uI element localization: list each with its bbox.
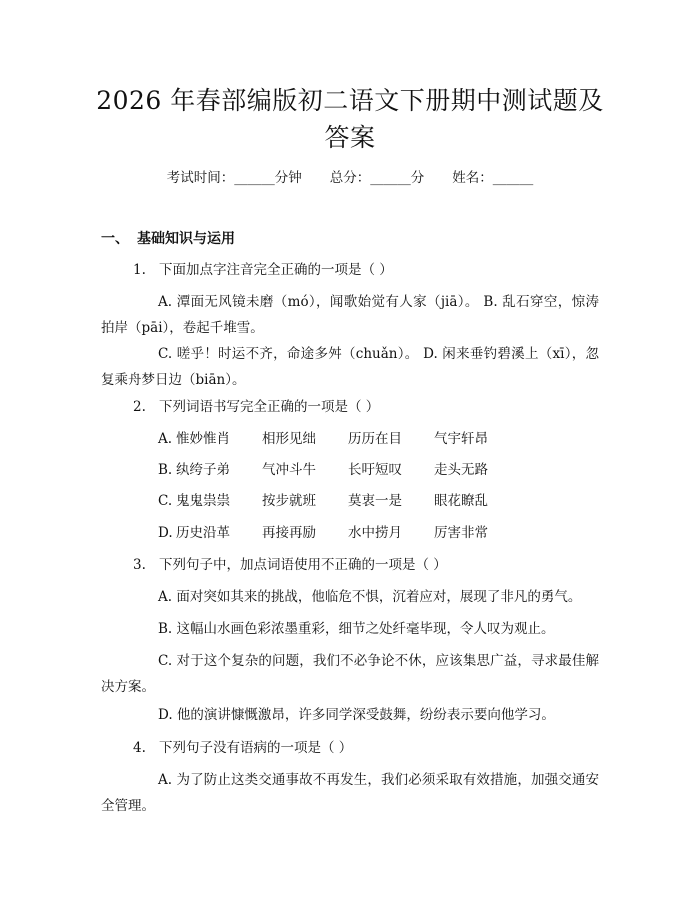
question-number: 2.	[133, 399, 146, 415]
question-number: 4.	[133, 740, 146, 756]
option-word: 气冲斗牛	[262, 462, 316, 478]
option-letter: A.	[158, 431, 173, 447]
question-option: C. 对于这个复杂的问题，我们不必争论不休，应该集思广益，寻求最佳解决方案。	[101, 653, 599, 695]
question-stem	[133, 397, 379, 417]
option-word: 眼花瞭乱	[434, 493, 488, 509]
question-option: B. 这幅山水画色彩浓墨重彩，细节之处纤毫毕现，令人叹为观止。	[158, 621, 555, 637]
question-option: A. 为了防止这类交通事故不再发生，我们必须采取有效措施，加强交通安全管理。	[101, 772, 599, 814]
question-number: 3.	[133, 557, 146, 573]
option-word: 再接再励	[262, 525, 316, 541]
option-word: 走头无路	[434, 462, 488, 478]
section-number: 一、	[101, 231, 129, 247]
option-word: 长吁短叹	[348, 462, 402, 478]
section-title: 基础知识与运用	[137, 231, 235, 247]
option-word: 历历在目	[348, 431, 402, 447]
option-word: 相形见绌	[262, 431, 316, 447]
question-stem	[133, 738, 352, 758]
question-text: 下列句子中，加点词语使用不正确的一项是（ ）	[159, 557, 447, 573]
title-line-2: 答案	[324, 123, 376, 152]
option-word: 历史沿革	[176, 525, 230, 541]
option-letter: D.	[158, 525, 173, 541]
total-score-label: 总分：______分	[329, 170, 425, 186]
question-number: 1.	[133, 262, 146, 278]
option-word: 莫衷一是	[348, 493, 402, 509]
word-option-row	[158, 523, 520, 543]
title-line-1: 2026 年春部编版初二语文下册期中测试题及	[96, 86, 604, 115]
exam-info	[0, 168, 700, 188]
document-title	[90, 82, 610, 156]
option-letter: B.	[158, 462, 173, 478]
option-word: 水中捞月	[348, 525, 402, 541]
option-word: 按步就班	[262, 493, 316, 509]
option-word: 鬼鬼祟祟	[176, 493, 230, 509]
word-option-row	[158, 429, 520, 449]
question-text: 下面加点字注音完全正确的一项是（ ）	[159, 262, 393, 278]
question-option: C. 嗟乎！时运不齐，命途多舛（chuǎn）。 D. 闲来垂钓碧溪上（xī），忽复乘舟梦日边（biān）。	[101, 346, 599, 388]
option-word: 气宇轩昂	[434, 431, 488, 447]
question-text: 下列词语书写完全正确的一项是（ ）	[159, 399, 380, 415]
section-heading	[101, 229, 235, 249]
option-word: 厉害非常	[434, 525, 488, 541]
word-option-row	[158, 491, 520, 511]
question-option: D. 他的演讲慷慨激昂，许多同学深受鼓舞，纷纷表示要向他学习。	[158, 707, 555, 723]
option-word: 纨绔子弟	[176, 462, 230, 478]
question-option: A. 潭面无风镜未磨（mó），闻歌始觉有人家（jiā）。 B. 乱石穿空，惊涛拍岸（pāi），卷起千堆雪。	[101, 294, 599, 336]
name-label: 姓名：______	[452, 170, 534, 186]
question-stem	[133, 260, 393, 280]
option-word: 惟妙惟肖	[176, 431, 230, 447]
question-option: A. 面对突如其来的挑战，他临危不惧，沉着应对，展现了非凡的勇气。	[158, 589, 582, 605]
exam-time-label: 考试时间：______分钟	[166, 170, 302, 186]
question-text: 下列句子没有语病的一项是（ ）	[159, 740, 353, 756]
word-option-row	[158, 460, 520, 480]
question-stem	[133, 555, 447, 575]
option-letter: C.	[158, 493, 173, 509]
